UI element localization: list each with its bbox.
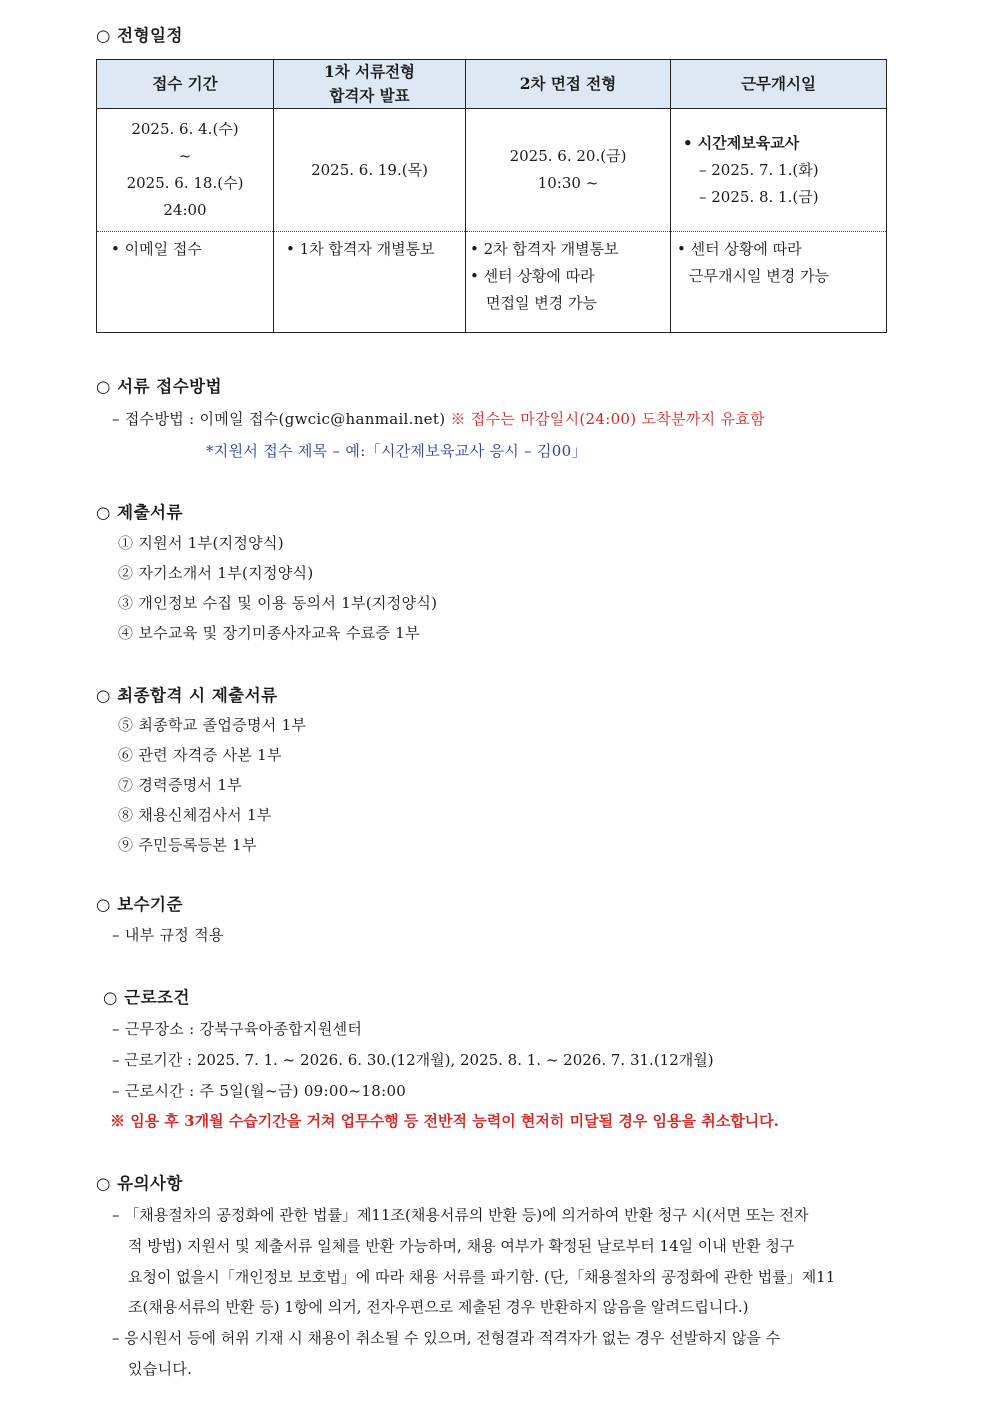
interview-note-2: • 센터 상황에 따라 xyxy=(470,267,595,285)
conditions-period: – 근로기간 : 2025. 7. 1. ~ 2026. 6. 30.(12개월), 2025. 8. 1. ~ 2026. 7. 31.(12개월) xyxy=(112,1051,714,1069)
header-first-screening-line1: 1차 서류전형 xyxy=(323,62,416,81)
method-line-1 xyxy=(112,408,765,429)
first-result-cell xyxy=(274,109,466,232)
receive-end: 2025. 6. 18.(수) xyxy=(126,174,244,192)
documents-item-1: ① 지원서 1부(지정양식) xyxy=(118,534,284,552)
final-documents-item-9: ⑨ 주민등록등본 1부 xyxy=(118,836,257,854)
receive-time: 24:00 xyxy=(163,201,207,219)
conditions-heading: ○ 근로조건 xyxy=(103,988,190,1007)
header-start-date: 근무개시일 xyxy=(671,60,887,109)
start-date-2: – 2025. 8. 1.(금) xyxy=(699,187,819,206)
notice-line-1: – 「채용절차의 공정화에 관한 법률」제11조(채용서류의 반환 등)에 의거하여 반환 청구 시(서면 또는 전자 xyxy=(112,1206,809,1224)
interview-note-1: • 2차 합격자 개별통보 xyxy=(470,240,619,258)
schedule-note-row xyxy=(97,232,887,333)
method-heading: ○ 서류 접수방법 xyxy=(96,377,223,396)
conditions-place: – 근무장소 : 강북구육아종합지원센터 xyxy=(112,1020,363,1038)
header-receive-period: 접수 기간 xyxy=(97,60,274,109)
interview-note-3: 면접일 변경 가능 xyxy=(486,294,597,312)
interview-date: 2025. 6. 20.(금) xyxy=(509,147,627,165)
header-first-screening xyxy=(274,60,466,109)
documents-heading: ○ 제출서류 xyxy=(96,503,183,522)
method-line-2: *지원서 접수 제목 – 예:「시간제보육교사 응시 – 김00」 xyxy=(206,442,587,460)
conditions-warning: ※ 임용 후 3개월 수습기간을 거쳐 업무수행 등 전반적 능력이 현저히 미달될 경우 임용을 취소합니다. xyxy=(110,1112,779,1130)
interview-note-cell xyxy=(466,232,671,333)
header-first-screening-line2: 합격자 발표 xyxy=(329,86,410,105)
final-documents-item-5: ⑤ 최종학교 졸업증명서 1부 xyxy=(118,716,307,734)
schedule-heading: ○ 전형일정 xyxy=(96,26,183,45)
first-note-cell xyxy=(274,232,466,333)
documents-item-2: ② 자기소개서 1부(지정양식) xyxy=(118,564,314,582)
notice-line-3: 요청이 없을시「개인정보 보호법」에 따라 채용 서류를 파기함. (단,「채용절차의 공정화에 관한 법률」제11 xyxy=(128,1268,836,1286)
schedule-header-row xyxy=(97,60,887,109)
start-date-cell xyxy=(671,109,887,232)
salary-heading: ○ 보수기준 xyxy=(96,895,183,914)
interview-cell xyxy=(466,109,671,232)
start-note-2: 근무개시일 변경 가능 xyxy=(689,267,829,285)
final-documents-item-8: ⑧ 채용신체검사서 1부 xyxy=(118,806,272,824)
notice-line-4: 조(채용서류의 반환 등) 1항에 의거, 전자우편으로 제출된 경우 반환하지 않음을 알려드립니다.) xyxy=(128,1298,749,1316)
interview-time: 10:30 ~ xyxy=(537,174,599,192)
documents-item-3: ③ 개인정보 수집 및 이용 동의서 1부(지정양식) xyxy=(118,594,438,612)
method-deadline-note: ※ 접수는 마감일시(24:00) 도착분까지 유효함 xyxy=(445,410,765,428)
start-date-title: • 시간제보육교사 xyxy=(683,133,800,152)
salary-line: – 내부 규정 적용 xyxy=(112,926,224,944)
final-documents-heading: ○ 최종합격 시 제출서류 xyxy=(96,686,278,705)
receive-tilde: ~ xyxy=(178,147,192,165)
start-date-1: – 2025. 7. 1.(화) xyxy=(699,160,819,179)
notice-heading: ○ 유의사항 xyxy=(96,1174,183,1193)
notice-line-6: 있습니다. xyxy=(128,1360,193,1378)
notice-line-2: 적 방법) 지원서 및 제출서류 일체를 반환 가능하며, 채용 여부가 확정된 날로부터 14일 이내 반환 청구 xyxy=(128,1237,795,1255)
start-note-cell xyxy=(671,232,887,333)
receive-period-cell xyxy=(97,109,274,232)
start-note-1: • 센터 상황에 따라 xyxy=(677,240,802,258)
schedule-table xyxy=(96,59,887,333)
schedule-date-row xyxy=(97,109,887,232)
header-interview: 2차 면접 전형 xyxy=(466,60,671,109)
documents-item-4: ④ 보수교육 및 장기미종사자교육 수료증 1부 xyxy=(118,624,420,642)
receive-start: 2025. 6. 4.(수) xyxy=(131,120,239,138)
conditions-hours: – 근로시간 : 주 5일(월~금) 09:00~18:00 xyxy=(112,1082,407,1100)
final-documents-item-6: ⑥ 관련 자격증 사본 1부 xyxy=(118,746,282,764)
notice-line-5: – 응시원서 등에 허위 기재 시 채용이 취소될 수 있으며, 전형결과 적격자가 없는 경우 선발하지 않을 수 xyxy=(112,1329,781,1347)
method-line-1-prefix: – 접수방법 : 이메일 접수(gwcic@hanmail.net) xyxy=(112,410,446,428)
first-note: • 1차 합격자 개별통보 xyxy=(286,240,435,258)
receive-note: • 이메일 접수 xyxy=(111,240,202,258)
first-result-date: 2025. 6. 19.(목) xyxy=(311,160,428,179)
receive-note-cell xyxy=(97,232,274,333)
final-documents-item-7: ⑦ 경력증명서 1부 xyxy=(118,776,243,794)
